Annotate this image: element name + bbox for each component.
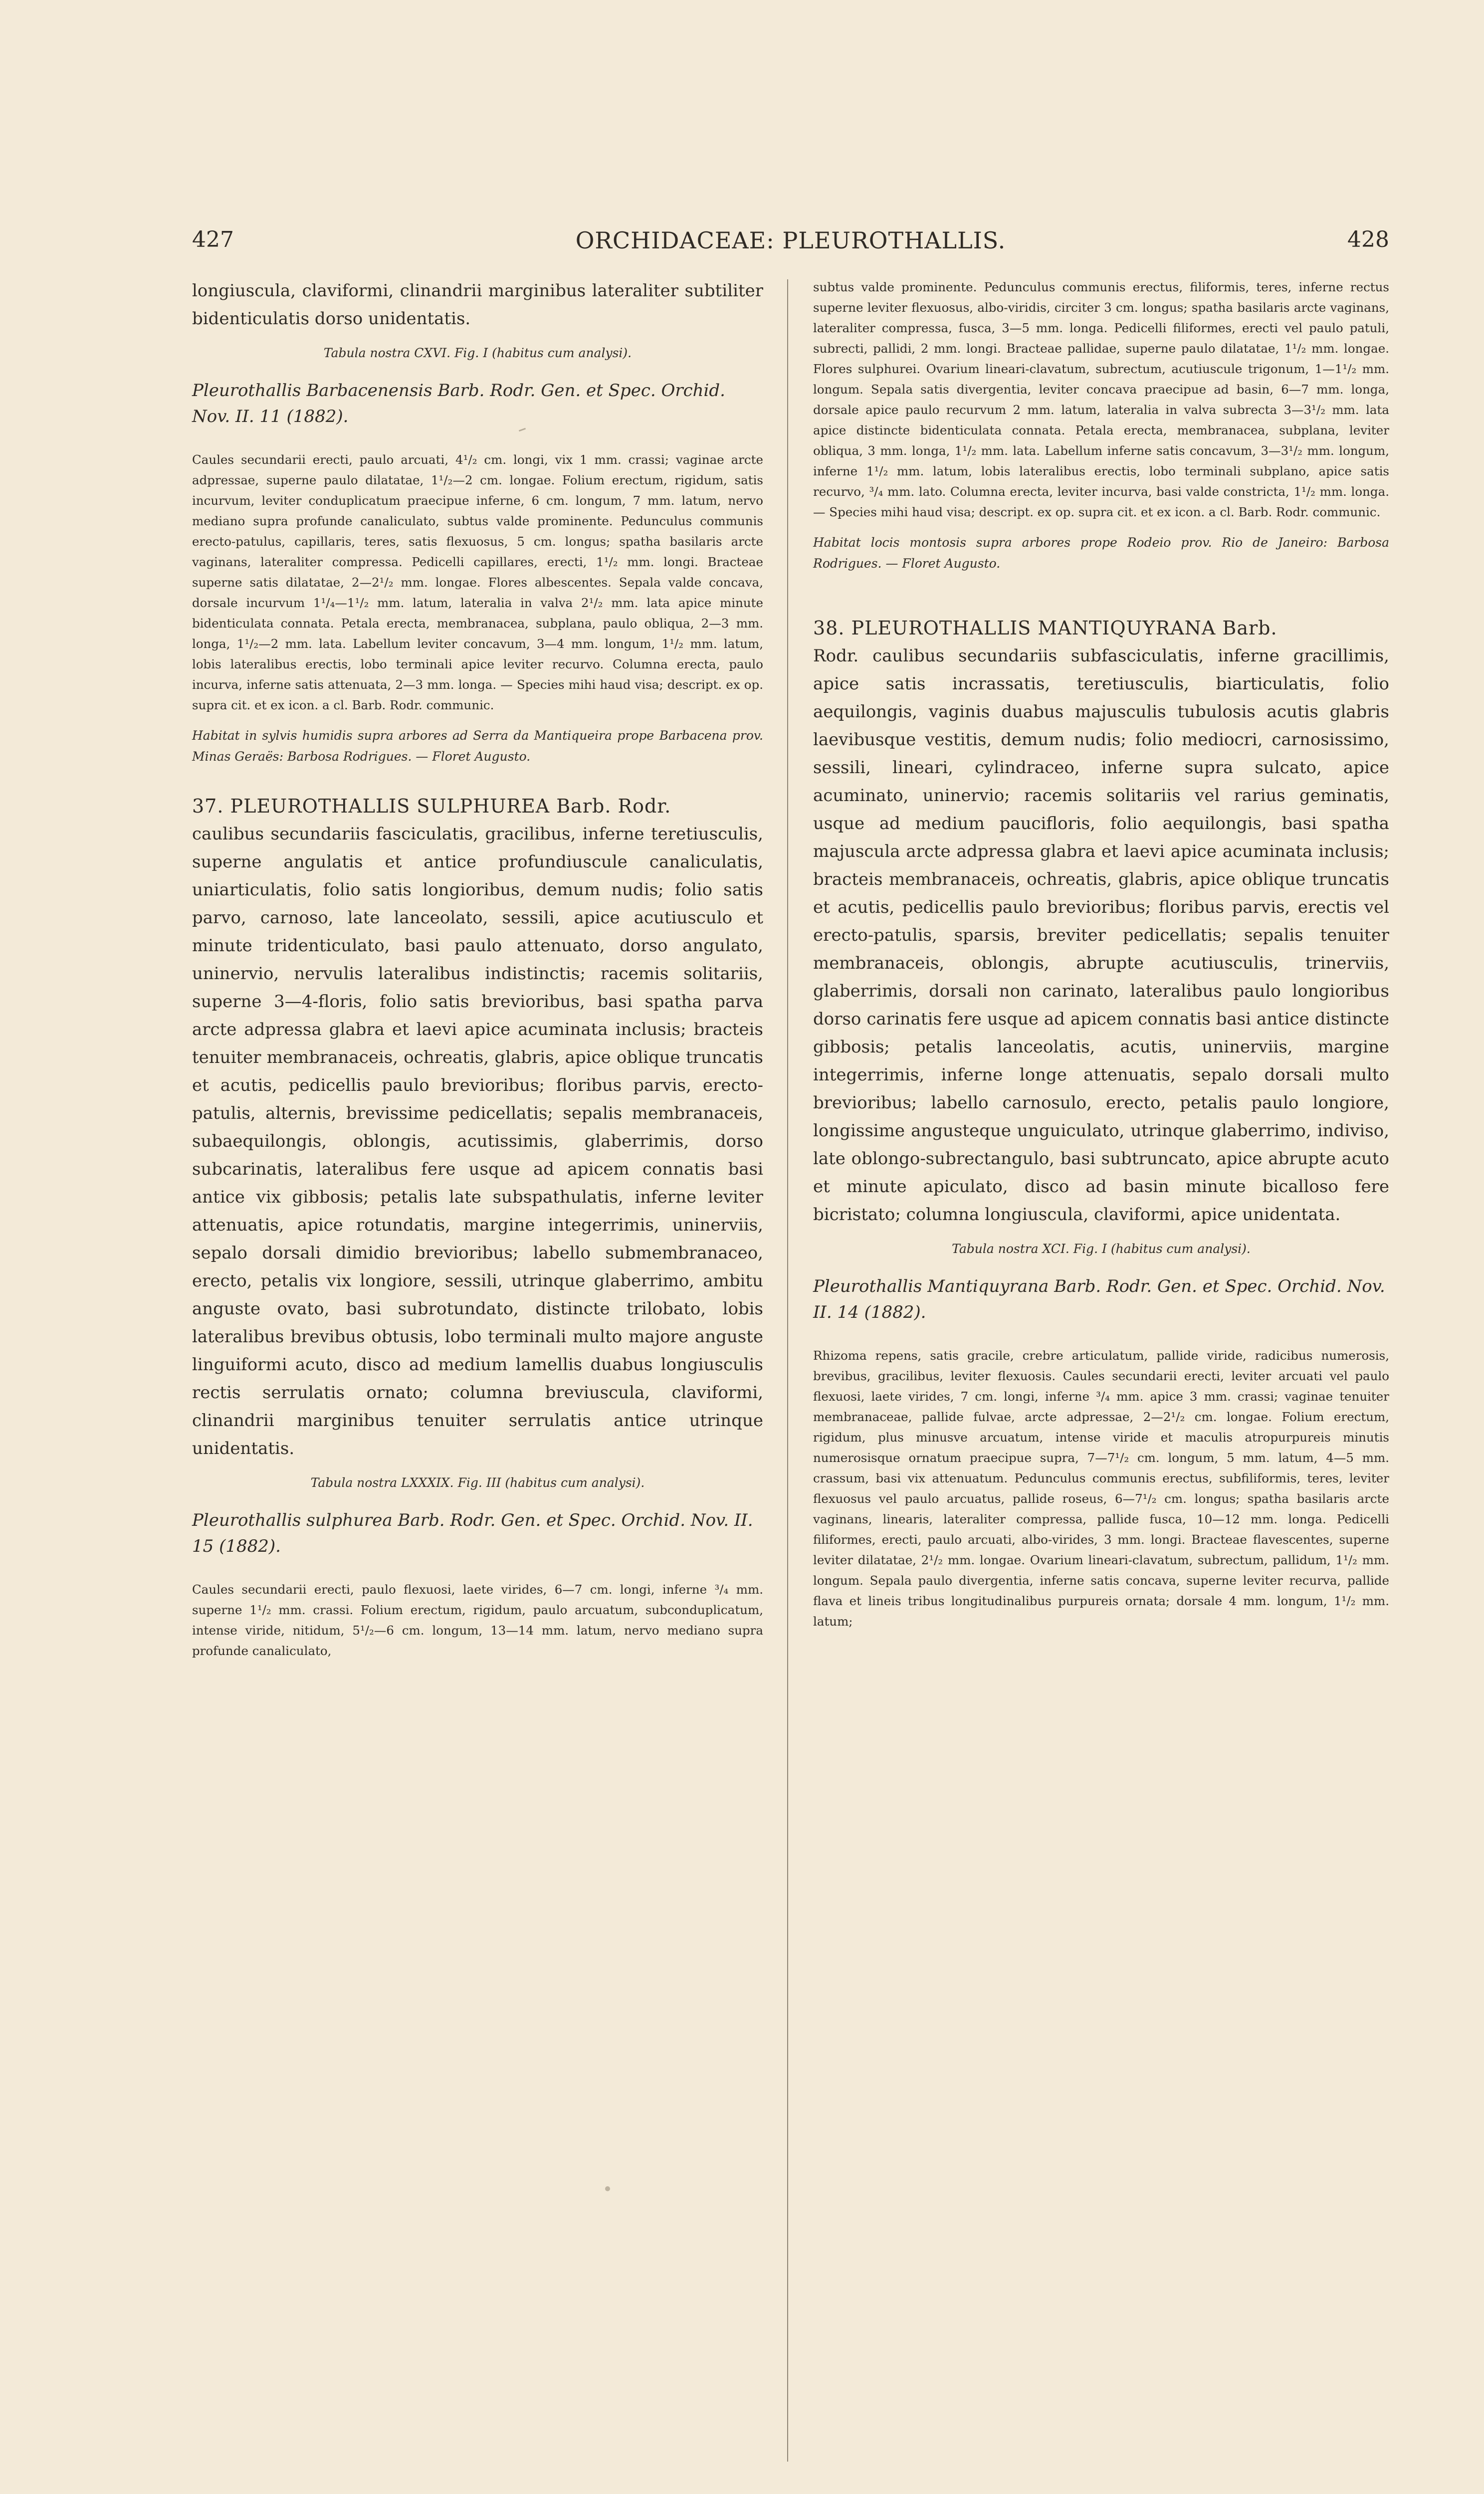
description-barbacenensis: Caules secundarii erecti, paulo arcuati, 4¹/₂ cm. longi, vix 1 mm. crassi; vaginae arcte adpressae, superne paulo dilatatae, 1¹/₂—2 cm. longae. Folium erectum, rigidum, satis incurvum, leviter conduplicatum praecipue inferne, 6 cm. longum, 7 mm. latum, nervo mediano supra profunde canaliculato, subtus valde prominente. Pedunculus communis erecto-patulus, capillaris, teres, satis flexuosus, 5 cm. longus; spatha basilaris arcte vaginans, lateraliter compressa. Pedicelli capillares, erecti, 1¹/₂ mm. longi. Bracteae superne satis dilatatae, 2—2¹/₂ mm. longae. Flores albescentes. Sepala valde concava, dorsale incurvum 1¹/₄—1¹/₂ mm. latum, lateralia in valva 2¹/₂ mm. lata apice minute bidenticulata connata. Petala erecta, membranacea, subplana, paulo obliqua, 2—3 mm. longa, 1¹/₂—2 mm. lata. Labellum leviter concavum, 3—4 mm. longum, 1¹/₂ mm. latum, lobis lateralibus erectis, lobo terminali apice leviter recurvo. Columna erecta, paulo incurva, inferne satis attenuata, 2—3 mm. longa. — Species mihi haud visa; descript. ex op. supra cit. et ex icon. a cl. Barb. Rodr. communic. <box>192 452 763 712</box>
description-sulphurea: Caules secundarii erecti, paulo flexuosi, laete virides, 6—7 cm. longi, inferne ³/₄ mm. superne 1¹/₂ mm. crassi. Folium erectum, rigidum, paulo arcuatum, subconduplicatum, intense viride, nitidum, 5¹/₂—6 cm. longum, 13—14 mm. latum, nervo mediano supra profunde canaliculato, <box>192 1582 763 1658</box>
synonym-mantiquyrana: Pleurothallis Mantiquyrana Barb. Rodr. Gen. et Spec. Orchid. Nov. II. 14 (1882). <box>813 1276 1385 1322</box>
page-header <box>192 227 1389 262</box>
description-mantiquyrana: Rhizoma repens, satis gracile, crebre articulatum, pallide viride, radicibus numerosis, brevibus, gracilibus, leviter flexuosis. Caules secundarii erecti, leviter arcuati vel paulo flexuosi, laete virides, 7 cm. longi, inferne ³/₄ mm. apice 3 mm. crassi; vaginae tenuiter membranaceae, pallide fulvae, arcte adpressae, 2—2¹/₂ cm. longae. Folium erectum, rigidum, plus minusve arcuatum, intense viride et maculis atropurpureis minutis numerosisque ornatum praecipue supra, 7—7¹/₂ cm. longum, 5 mm. latum, 4—5 mm. crassum, basi vix attenuatum. Pedunculus communis erectus, subfiliformis, teres, leviter flexuosus vel paulo arcuatus, pallide roseus, 6—7¹/₂ cm. longus; spatha basilaris arcte vaginans, linearis, lateraliter compressa, pallide fusca, 10—12 mm. longa. Pedicelli filiformes, erecti, paulo arcuati, albo-virides, 3 mm. longi. Bracteae flavescentes, superne leviter dilatatae, 2¹/₂ mm. longae. Ovarium lineari-clavatum, subrectum, pallidum, 1¹/₂ mm. longum. Sepala paulo divergentia, inferne satis concava, superne leviter recurva, pallide flava et lineis tribus longitudinalibus purpureis ornata; dorsale 4 mm. longum, 1¹/₂ mm. latum; <box>813 1348 1389 1629</box>
left-column <box>192 277 763 2049</box>
plate-caption-lxxxix: Tabula nostra LXXXIX. Fig. III (habitus cum analysi). <box>310 1475 645 1490</box>
intro-paragraph: longiuscula, claviformi, clinandrii marginibus lateraliter subtiliter bidenticulatis dorso unidentatis. <box>192 281 763 329</box>
synonym-barbacenensis: Pleurothallis Barbacenensis Barb. Rodr. Gen. et Spec. Orchid. Nov. II. 11 (1882). <box>192 381 725 426</box>
page-number-left: 427 <box>192 227 234 252</box>
running-title: ORCHIDACEAE: PLEUROTHALLIS. <box>575 227 1006 254</box>
habitat-barbacenensis: Habitat in sylvis humidis supra arbores ad Serra da Mantiqueira prope Barbacena prov. Minas Geraës: Barbosa Rodrigues. — Floret Augusto. <box>192 728 763 764</box>
species-heading-38: 38. PLEUROTHALLIS MANTIQUYRANA Barb. <box>813 617 1277 639</box>
diagnosis-sulphurea: caulibus secundariis fasciculatis, gracilibus, inferne teretiusculis, superne angulatis et antice profundiuscule canaliculatis, uniarticulatis, folio satis longioribus, demum nudis; folio satis parvo, carnoso, late lanceolato, sessili, apice acutiusculo et minute tridenticulato, basi paulo attenuato, dorso angulato, uninervio, nervulis lateralibus indistinctis; racemis solitariis, superne 3—4-floris, folio satis brevioribus, basi spatha parva arcte adpressa glabra et laevi apice acuminata inclusis; bracteis tenuiter membranaceis, ochreatis, glabris, apice oblique truncatis et acutis, pedicellis paulo brevioribus; floribus parvis, erecto-patulis, alternis, brevissime pedicellatis; sepalis membranaceis, subaequilongis, oblongis, acutissimis, glaberrimis, dorso subcarinatis, lateralibus fere usque ad apicem connatis basi antice vix gibbosis; petalis late subspathulatis, inferne leviter attenuatis, apice rotundatis, margine integerrimis, uninerviis, sepalo dorsali dimidio brevioribus; labello submembranaceo, erecto, petalis vix longiore, sessili, utrinque glaberrimo, ambitu anguste ovato, basi subrotundato, distincte trilobato, lobis lateralibus brevibus obtusis, lobo terminali multo majore anguste linguiformi acuto, disco ad medium lamellis duabus longiusculis rectis serrulatis ornato; columna breviuscula, claviformi, clinandrii marginibus tenuiter serrulatis antice utrinque unidentatis. <box>192 824 763 1458</box>
right-column <box>813 277 1389 2049</box>
description-sulphurea-cont: subtus valde prominente. Pedunculus communis erectus, filiformis, teres, inferne rectus superne leviter flexuosus, albo-viridis, circiter 3 cm. longus; spatha basilaris arcte vaginans, lateraliter compressa, fusca, 3—5 mm. longa. Pedicelli filiformes, erecti vel paulo patuli, subrecti, pallidi, 2 mm. longi. Bracteae pallidae, superne paulo dilatatae, 1¹/₂ mm. longae. Flores sulphurei. Ovarium lineari-clavatum, subrectum, acutiuscule trigonum, 1—1¹/₂ mm. longum. Sepala satis divergentia, leviter concava praecipue ad basin, 6—7 mm. longa, dorsale apice paulo recurvum 2 mm. latum, lateralia in valva subrecta 3—3¹/₂ mm. lata apice distincte bidenticulata connata. Petala erecta, membranacea, subplana, leviter obliqua, 3 mm. longa, 1¹/₂ mm. lata. Labellum inferne satis concavum, 3—3¹/₂ mm. longum, inferne 1¹/₂ mm. latum, lobis lateralibus erectis, lobo terminali subplano, apice satis recurvo, ³/₄ mm. lato. Columna erecta, leviter incurva, basi valde constricta, 1¹/₂ mm. longa. — Species mihi haud visa; descript. ex op. supra cit. et ex icon. a cl. Barb. Rodr. communic. <box>813 280 1389 519</box>
page-number-right: 428 <box>1347 227 1389 252</box>
diagnosis-mantiquyrana: Rodr. caulibus secundariis subfasciculatis, inferne gracillimis, apice satis incrassatis, teretiusculis, biarticulatis, folio aequilongis, vaginis duabus majusculis tubulosis acutis glabris laevibusque vestitis, demum nudis; folio mediocri, carnosissimo, sessili, lineari, cylindraceo, inferne supra sulcato, apice acuminato, uninervio; racemis solitariis vel rarius geminatis, usque ad medium paucifloris, folio aequilongis, basi spatha majuscula arcte adpressa glabra et laevi apice acuminata inclusis; bracteis membranaceis, ochreatis, glabris, apice oblique truncatis et acutis, pedicellis paulo brevioribus; floribus parvis, erectis vel erecto-patulis, sparsis, breviter pedicellatis; sepalis tenuiter membranaceis, oblongis, abrupte acutiusculis, trinerviis, glaberrimis, dorsali non carinato, lateralibus paulo longioribus dorso carinatis fere usque ad apicem connatis basi antice distincte gibbosis; petalis lanceolatis, acutis, uninerviis, margine integerrimis, inferne longe attenuatis, sepalo dorsali multo brevioribus; labello carnosulo, erecto, petalis paulo longiore, longissime angusteque unguiculato, utrinque glaberrimo, indiviso, late oblongo-subrectangulo, basi subtruncato, apice abrupte acuto et minute apiculato, disco ad basin minute bicalloso fere bicristato; columna longiuscula, claviformi, apice unidentata. <box>813 646 1389 1225</box>
species-heading-37: 37. PLEUROTHALLIS SULPHUREA Barb. Rodr. <box>192 795 671 817</box>
column-divider <box>787 279 788 2462</box>
plate-caption-cxvi: Tabula nostra CXVI. Fig. I (habitus cum analysi). <box>323 346 632 360</box>
paper-speck <box>605 2186 610 2191</box>
plate-caption-xci: Tabula nostra XCI. Fig. I (habitus cum analysi). <box>952 1242 1251 1256</box>
synonym-sulphurea: Pleurothallis sulphurea Barb. Rodr. Gen. et Spec. Orchid. Nov. II. 15 (1882). <box>192 1510 753 1556</box>
habitat-sulphurea: Habitat locis montosis supra arbores prope Rodeio prov. Rio de Janeiro: Barbosa Rodrigues. — Floret Augusto. <box>813 535 1389 571</box>
